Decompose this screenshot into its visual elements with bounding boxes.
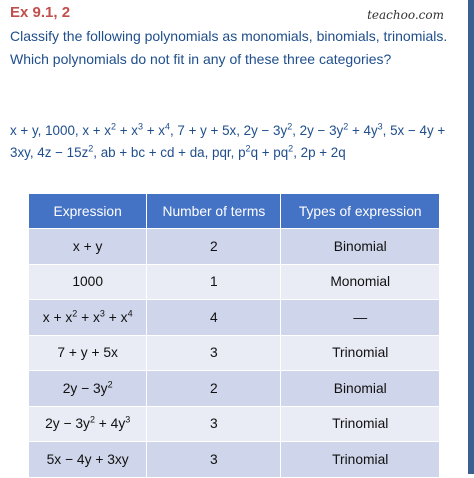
terms-cell: 3 [147,335,281,371]
header-number-of-terms: Number of terms [147,194,281,229]
type-cell: Binomial [281,371,440,407]
table-row [29,335,440,371]
header-expression: Expression [29,194,147,229]
exercise-title: Ex 9.1, 2 [10,4,71,21]
expression-list: x + y, 1000, $x + x^2 + x^3 + x^4$, 7 + y + 5x, $2y - 3y^2$, $2y - 3y^2 + 4y^3$, 5x − 4y + 3xy, $4z - 15z^2$, ab + bc + cd + da, pqr, $p^2q + pq^2$, 2p + 2q [10,121,446,160]
table-row [29,442,440,478]
expression-cell: 1000 [29,264,147,300]
type-cell: Trinomial [281,406,440,442]
table-row [29,264,440,300]
terms-cell: 3 [147,406,281,442]
terms-cell: 2 [147,371,281,407]
expression-cell: $2y - 3y^2$ [29,371,147,407]
expression-cell: $x + x^2 + x^3 + x^4$ [29,300,147,336]
table-header-row [29,194,440,229]
expression-cell: $2y - 3y^2 + 4y^3$ [29,406,147,442]
type-cell: Monomial [281,264,440,300]
type-cell: Binomial [281,229,440,265]
expression-cell: 5x − 4y + 3xy [29,442,147,478]
header-types-of-expression: Types of expression [281,194,440,229]
type-cell: Trinomial [281,442,440,478]
classification-table [28,193,440,478]
expression-cell: x + y [29,229,147,265]
side-accent-bar [468,0,474,474]
terms-cell: 1 [147,264,281,300]
type-cell: Trinomial [281,335,440,371]
teachoo-logo: teachoo.com [367,8,444,22]
type-cell: — [281,300,440,336]
question-text [10,25,460,70]
question-paragraph: Classify the following polynomials as monomials, binomials, trinomials. Which polynomials do not fit in any of these three categories? [10,28,448,67]
table-row [29,371,440,407]
table-row [29,406,440,442]
expression-cell: 7 + y + 5x [29,335,147,371]
table-row [29,300,440,336]
terms-cell: 2 [147,229,281,265]
table-row [29,229,440,265]
terms-cell: 3 [147,442,281,478]
terms-cell: 4 [147,300,281,336]
